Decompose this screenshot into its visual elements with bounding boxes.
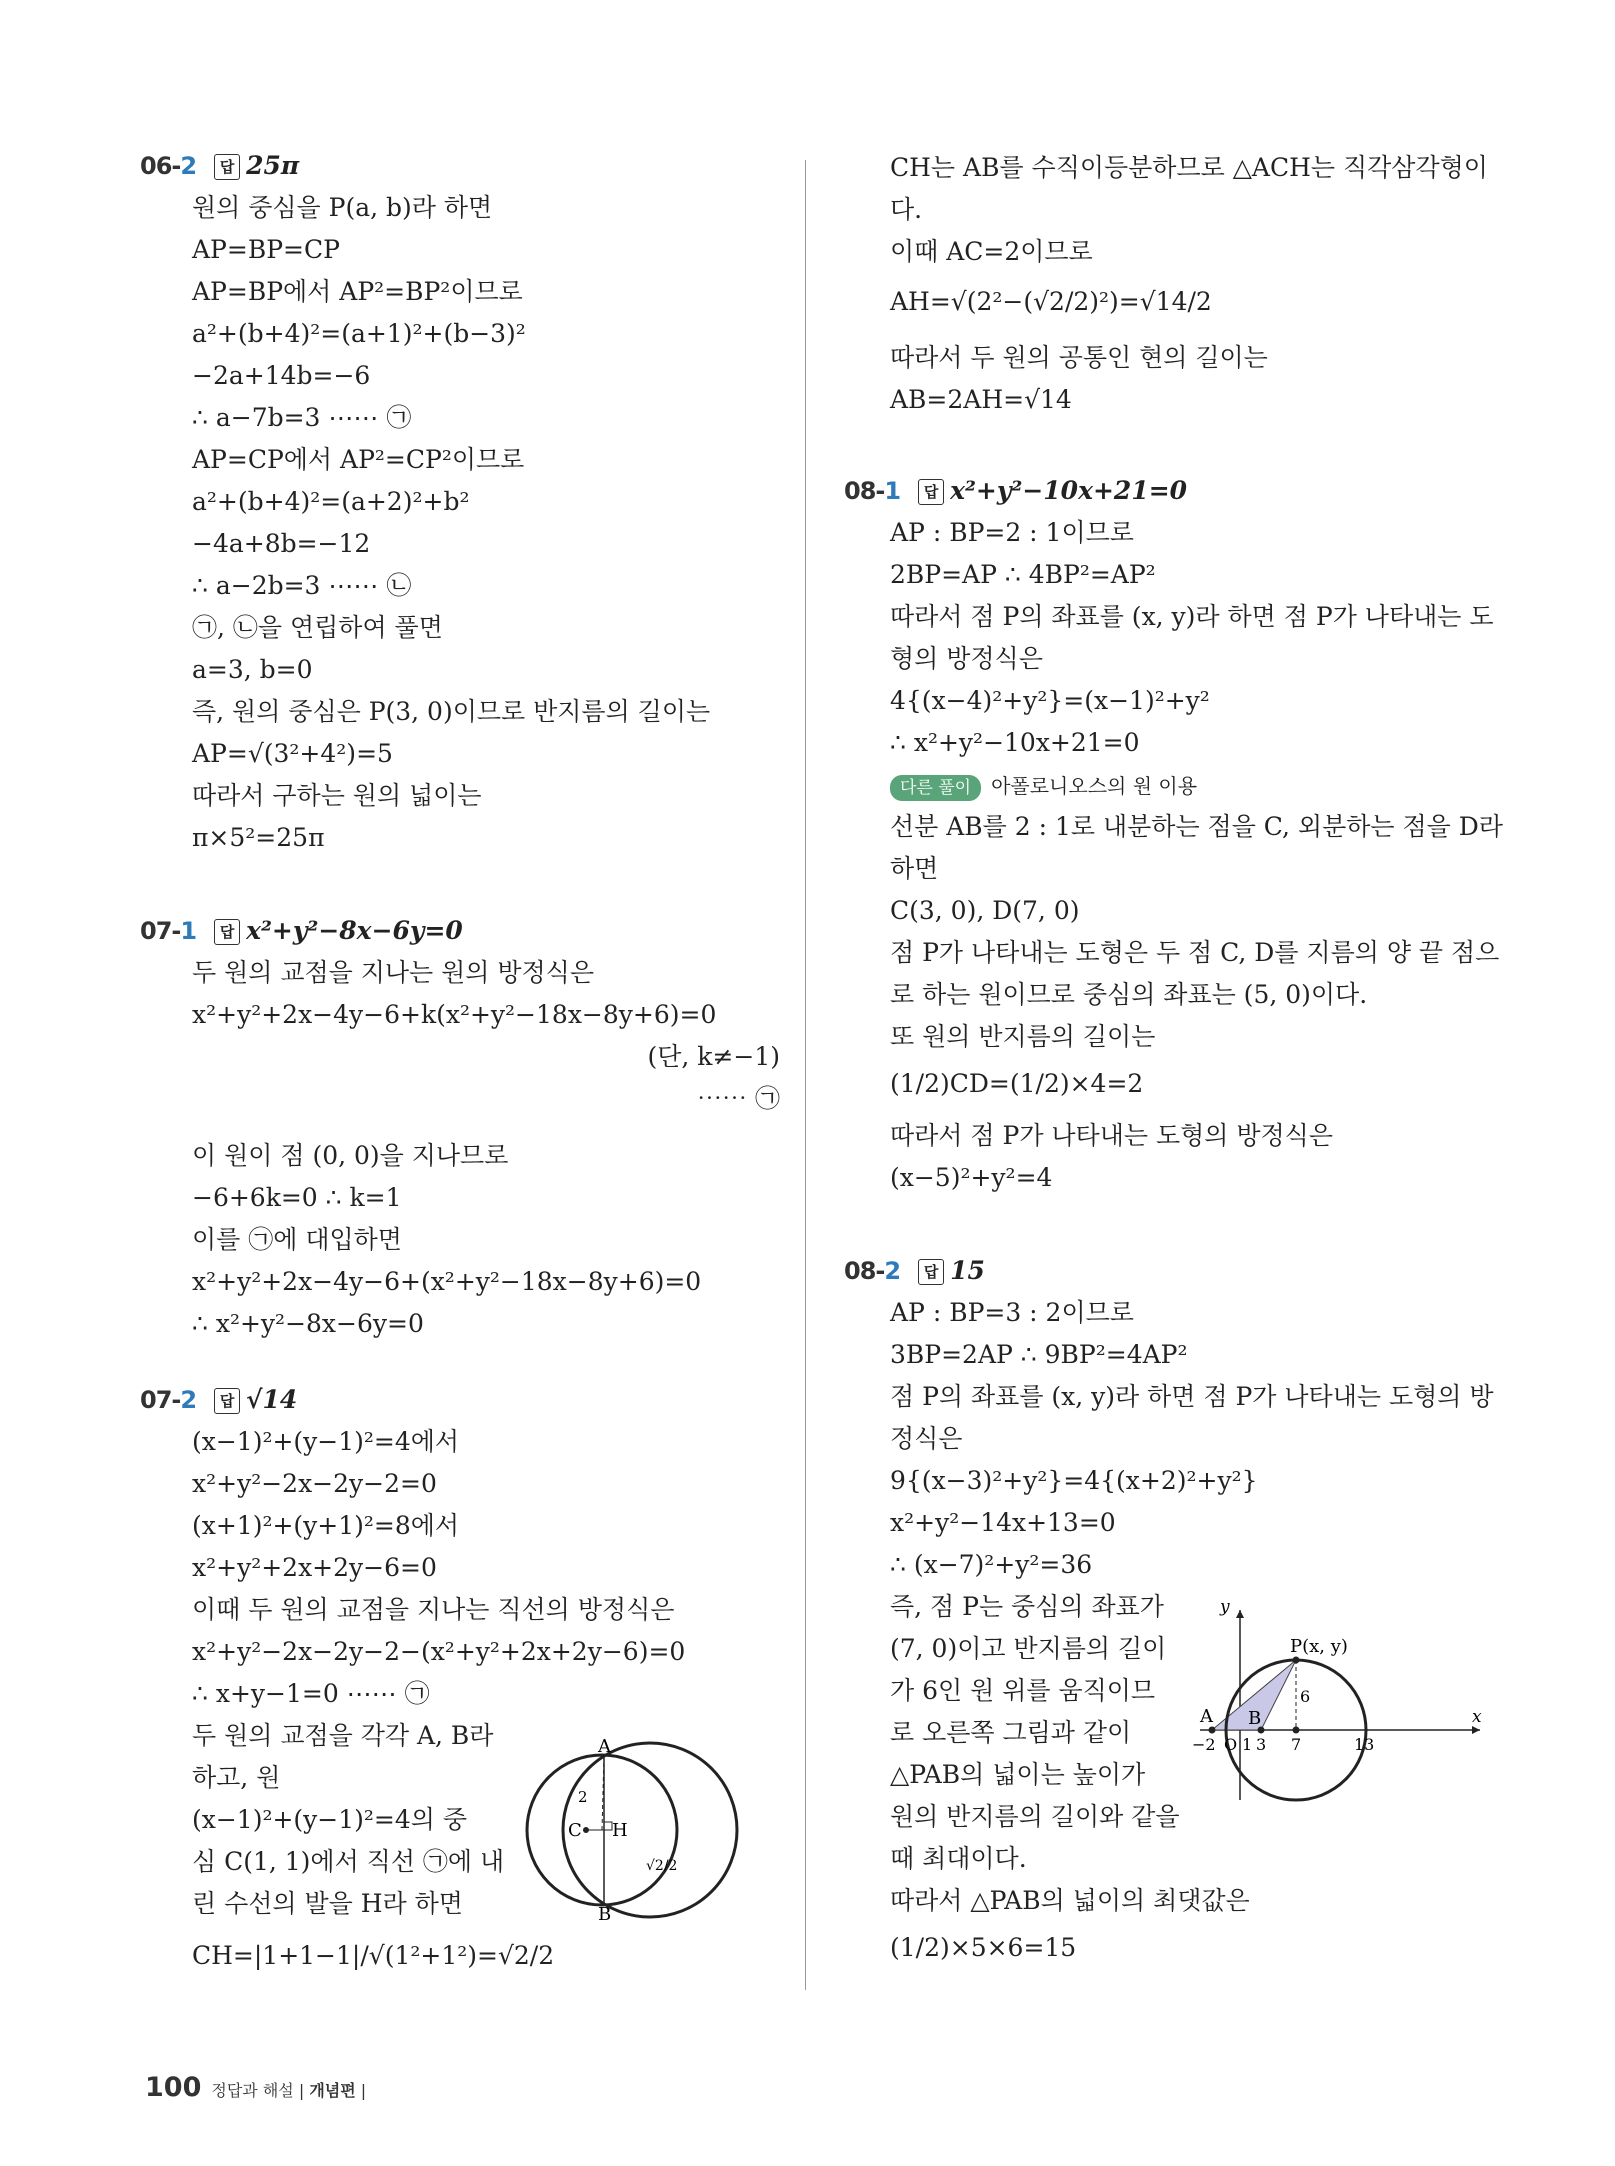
problem-06-2-header [140, 150, 299, 182]
label-a: A [598, 1736, 611, 1757]
text-line: AP : BP=2 : 1이므로 [890, 518, 1134, 547]
label-h: H [612, 1820, 628, 1841]
point-p [1293, 1657, 1300, 1664]
alt-solution-title: 아폴로니오스의 원 이용 [991, 774, 1198, 798]
text-line: ∴ x+y−1=0 ⋯⋯ ㉠ [192, 1679, 430, 1708]
text-line: 점 P의 좌표를 (x, y)라 하면 점 P가 나타내는 도형의 방 [890, 1382, 1494, 1411]
text-line: 린 수선의 발을 H라 하면 [192, 1889, 463, 1918]
label-p: P(x, y) [1290, 1636, 1348, 1657]
two-circles-diagram [520, 1720, 760, 1920]
x-axis-label: x [1472, 1707, 1482, 1727]
tick-minus-2: −2 [1192, 1735, 1216, 1754]
text-line: (7, 0)이고 반지름의 길이 [890, 1634, 1167, 1663]
text-line: 또 원의 반지름의 길이는 [890, 1022, 1156, 1051]
label-c: C [568, 1820, 582, 1841]
answer-icon: 답 [918, 1259, 944, 1285]
label-ac-length: 2 [578, 1788, 588, 1806]
footer-separator: | [360, 2081, 367, 2100]
text-line: 9{(x−3)²+y²}=4{(x+2)²+y²} [890, 1466, 1258, 1495]
text-line: ⋯⋯ ㉠ [697, 1084, 780, 1113]
answer-value: √14 [246, 1385, 298, 1414]
answer-value: x²+y²−8x−6y=0 [246, 916, 463, 945]
text-line: 정식은 [890, 1424, 963, 1453]
text-line: 3BP=2AP ∴ 9BP²=4AP² [890, 1340, 1188, 1369]
x-axis-arrow-icon [1472, 1726, 1480, 1734]
book-label: 정답과 해설 [211, 2081, 294, 2100]
text-line: 따라서 △PAB의 넓이의 최댓값은 [890, 1886, 1250, 1915]
text-line: 점 P가 나타내는 도형은 두 점 C, D를 지름의 양 끝 점으 [890, 938, 1500, 967]
text-line: (1/2)×5×6=15 [890, 1933, 1077, 1962]
text-line: 로 오른쪽 그림과 같이 [890, 1718, 1132, 1747]
center-point [583, 1827, 589, 1833]
text-line: 두 원의 교점을 각각 A, B라 [192, 1721, 494, 1750]
text-line: 선분 AB를 2 : 1로 내분하는 점을 C, 외분하는 점을 D라 [890, 812, 1503, 841]
text-line: AP=BP=CP [192, 235, 340, 264]
text-line: x²+y²−2x−2y−2−(x²+y²+2x+2y−6)=0 [192, 1637, 686, 1666]
text-line: x²+y²+2x+2y−6=0 [192, 1553, 437, 1582]
text-line: 로 하는 원이므로 중심의 좌표는 (5, 0)이다. [890, 980, 1368, 1009]
problem-number: 08-1 [844, 477, 901, 505]
problem-number: 07-1 [140, 917, 197, 945]
problem-08-1-header [844, 475, 1187, 507]
label-height: 6 [1300, 1687, 1311, 1706]
text-line: 2BP=AP ∴ 4BP²=AP² [890, 560, 1156, 589]
text-line: −4a+8b=−12 [192, 529, 371, 558]
text-line: ㉠, ㉡을 연립하여 풀면 [192, 613, 443, 642]
apollonius-circle-diagram [1190, 1590, 1490, 1810]
answer-value: x²+y²−10x+21=0 [950, 476, 1188, 505]
text-line: AP=CP에서 AP²=CP²이므로 [192, 445, 525, 474]
text-line: AP : BP=3 : 2이므로 [890, 1298, 1134, 1327]
text-line: (x+1)²+(y+1)²=8에서 [192, 1511, 460, 1540]
text-line: 때 최대이다. [890, 1844, 1027, 1873]
text-line: C(3, 0), D(7, 0) [890, 896, 1080, 925]
tick-7: 7 [1291, 1735, 1302, 1754]
tick-1: 1 [1242, 1735, 1253, 1754]
text-line: ∴ a−7b=3 ⋯⋯ ㉠ [192, 403, 412, 432]
text-line: x²+y²+2x−4y−6+k(x²+y²−18x−8y+6)=0 [192, 1000, 717, 1029]
text-line: ∴ x²+y²−10x+21=0 [890, 728, 1140, 757]
text-line: AH=√(2²−(√2/2)²)=√14/2 [890, 287, 1212, 316]
problem-08-2-header [844, 1255, 985, 1287]
label-b: B [598, 1904, 612, 1920]
center-point [1293, 1727, 1300, 1734]
text-line: ∴ x²+y²−8x−6y=0 [192, 1309, 424, 1338]
problem-number: 08-2 [844, 1257, 901, 1285]
text-line: a²+(b+4)²=(a+2)²+b² [192, 487, 470, 516]
tick-3: 3 [1256, 1735, 1267, 1754]
alt-solution-heading [890, 769, 1197, 802]
text-line: π×5²=25π [192, 823, 325, 852]
text-line: 이 원이 점 (0, 0)을 지나므로 [192, 1141, 509, 1170]
text-line: 이때 AC=2이므로 [890, 237, 1093, 266]
text-line: 4{(x−4)²+y²}=(x−1)²+y² [890, 686, 1210, 715]
section-label: 개념편 [309, 2081, 356, 2100]
answer-icon: 답 [918, 479, 944, 505]
text-line: (단, k≠−1) [647, 1042, 780, 1071]
footer-separator: | [298, 2081, 305, 2100]
label-origin: O [1224, 1735, 1238, 1754]
text-line: ∴ (x−7)²+y²=36 [890, 1550, 1093, 1579]
text-line: 따라서 두 원의 공통인 현의 길이는 [890, 343, 1268, 372]
text-line: 심 C(1, 1)에서 직선 ㉠에 내 [192, 1847, 505, 1876]
text-line: 즉, 점 P는 중심의 좌표가 [890, 1592, 1164, 1621]
page-number: 100 [145, 2072, 202, 2103]
answer-value: 25π [246, 151, 300, 180]
text-line: x²+y²−2x−2y−2=0 [192, 1469, 437, 1498]
point-a [1209, 1727, 1216, 1734]
text-line: △PAB의 넓이는 높이가 [890, 1760, 1146, 1789]
y-axis-arrow-icon [1236, 1610, 1244, 1618]
text-line: −6+6k=0 ∴ k=1 [192, 1183, 402, 1212]
text-line: CH=|1+1−1|/√(1²+1²)=√2/2 [192, 1941, 555, 1970]
text-line: 다. [890, 195, 923, 224]
text-line: 이를 ㉠에 대입하면 [192, 1225, 402, 1254]
text-line: (1/2)CD=(1/2)×4=2 [890, 1069, 1144, 1098]
problem-07-2-header [140, 1384, 297, 1416]
answer-icon: 답 [214, 1388, 240, 1414]
text-line: a=3, b=0 [192, 655, 313, 684]
label-ch-length: √2/2 [646, 1858, 678, 1874]
text-line: ∴ a−2b=3 ⋯⋯ ㉡ [192, 571, 412, 600]
text-line: 가 6인 원 위를 움직이므 [890, 1676, 1156, 1705]
column-divider [805, 160, 806, 1990]
text-line: 하면 [890, 854, 939, 883]
text-line: 따라서 점 P가 나타내는 도형의 방정식은 [890, 1121, 1333, 1150]
text-line: 하고, 원 [192, 1763, 281, 1792]
text-line: 즉, 원의 중심은 P(3, 0)이므로 반지름의 길이는 [192, 697, 711, 726]
text-line: CH는 AB를 수직이등분하므로 △ACH는 직각삼각형이 [890, 153, 1488, 182]
text-line: (x−1)²+(y−1)²=4에서 [192, 1427, 460, 1456]
text-line: 따라서 구하는 원의 넓이는 [192, 781, 482, 810]
problem-number: 06-2 [140, 152, 197, 180]
problem-number: 07-2 [140, 1386, 197, 1414]
label-b: B [1248, 1708, 1262, 1729]
text-line: 원의 중심을 P(a, b)라 하면 [192, 193, 493, 222]
text-line: 따라서 점 P의 좌표를 (x, y)라 하면 점 P가 나타내는 도 [890, 602, 1494, 631]
text-line: AP=√(3²+4²)=5 [192, 739, 393, 768]
text-line: 두 원의 교점을 지나는 원의 방정식은 [192, 958, 594, 987]
text-line: (x−5)²+y²=4 [890, 1163, 1053, 1192]
text-line: 이때 두 원의 교점을 지나는 직선의 방정식은 [192, 1595, 675, 1624]
text-line: −2a+14b=−6 [192, 361, 371, 390]
text-line: (x−1)²+(y−1)²=4의 중 [192, 1805, 468, 1834]
label-a: A [1200, 1706, 1213, 1727]
answer-icon: 답 [214, 154, 240, 180]
y-axis-label: y [1220, 1597, 1230, 1617]
right-angle-mark [604, 1822, 612, 1830]
text-line: 원의 반지름의 길이와 같을 [890, 1802, 1180, 1831]
text-line: x²+y²+2x−4y−6+(x²+y²−18x−8y+6)=0 [192, 1267, 702, 1296]
answer-icon: 답 [214, 919, 240, 945]
answer-value: 15 [950, 1256, 985, 1285]
text-line: AP=BP에서 AP²=BP²이므로 [192, 277, 523, 306]
page-footer [145, 2072, 366, 2103]
tick-13: 13 [1354, 1735, 1375, 1754]
text-line: 형의 방정식은 [890, 644, 1043, 673]
problem-07-1-header [140, 915, 463, 947]
alt-solution-badge: 다른 풀이 [890, 775, 981, 801]
text-line: x²+y²−14x+13=0 [890, 1508, 1116, 1537]
text-line: AB=2AH=√14 [890, 385, 1072, 414]
text-line: a²+(b+4)²=(a+1)²+(b−3)² [192, 319, 526, 348]
